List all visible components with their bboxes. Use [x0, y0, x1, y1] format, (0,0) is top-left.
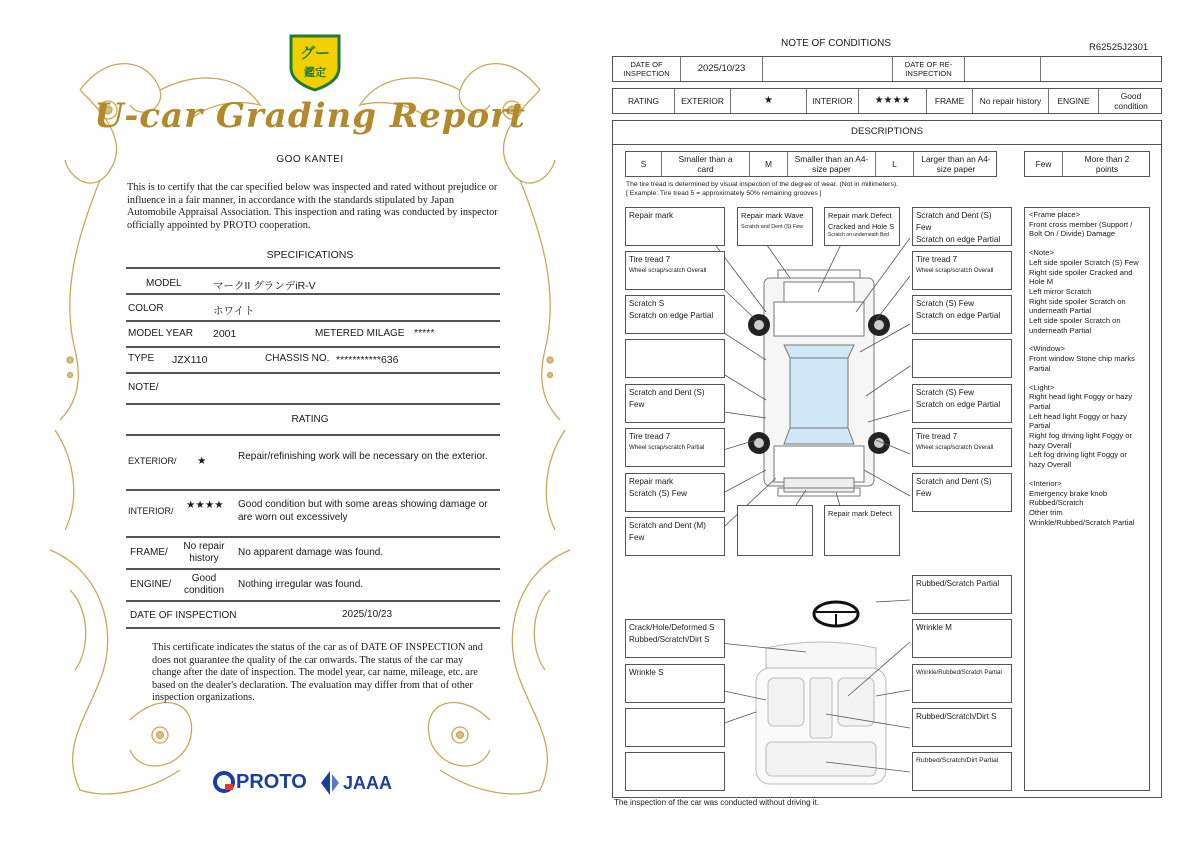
date-of-inspection-value: 2025/10/23: [342, 609, 393, 620]
engine-value: Good condition: [183, 573, 225, 596]
divider: [126, 489, 500, 491]
frame-label: FRAME/: [130, 547, 168, 558]
interior-box-left-2: [625, 619, 725, 658]
legend-l-key: L: [876, 152, 914, 176]
condition-subtext: Scratch on edge Partial: [916, 311, 1001, 320]
condition-text: Rubbed/Scratch/Dirt Partial: [916, 757, 999, 764]
date-of-reinspection-label: DATE OF RE-INSPECTION: [893, 57, 965, 81]
condition-subtext: Scratch on edge Partial: [916, 400, 1001, 409]
svg-text:グー: グー: [299, 44, 331, 62]
legend-s-key: S: [626, 152, 662, 176]
condition-subtext: Scratch on edge Partial: [629, 311, 714, 320]
interior-description: Good condition but with some areas showing damage or are worn out excessively: [238, 499, 488, 523]
condition-text: Scratch and Dent (S) Few: [916, 211, 992, 232]
engine-description: Nothing irregular was found.: [238, 579, 364, 590]
condition-box-left-4: [625, 339, 725, 378]
condition-box-left-8: [625, 517, 725, 556]
model-value: マークII グランデiR-V: [213, 280, 316, 292]
tire-note-line-1: The tire tread is determined by visual inspection of the degree of wear. (Not in millimeters).: [626, 181, 898, 188]
note-item: Left side spoiler Scratch on underneath Partial: [1029, 316, 1121, 335]
condition-text: Repair mark: [629, 477, 674, 486]
condition-subtext: Cracked and Hole S: [828, 222, 895, 231]
condition-subtext: Wheel scrap/scratch Overall: [916, 444, 994, 451]
date-of-inspection-label: DATE OF INSPECTION: [613, 57, 681, 81]
interior-rating: ★★★★: [859, 89, 927, 113]
condition-box-left-5: [625, 384, 725, 423]
condition-text: Tire tread 7: [916, 255, 958, 264]
frame-value: No repair history: [183, 541, 225, 564]
frame-place-heading: <Frame place>: [1029, 210, 1081, 219]
condition-text: Scratch and Dent (S) Few: [629, 388, 705, 409]
organization-name: GOO KANTEI: [276, 154, 344, 165]
date-of-inspection-label: DATE OF INSPECTION: [130, 610, 237, 621]
certificate-title: U-car Grading Report: [94, 96, 526, 136]
note-heading: <Note>: [1029, 248, 1054, 258]
sheet-footer-note: The inspection of the car was conducted without driving it.: [614, 798, 819, 807]
note-of-conditions-sheet: [606, 30, 1166, 820]
condition-text: Wrinkle M: [916, 623, 952, 632]
certificate-footnote: This certificate indicates the status of the car as of DATE OF INSPECTION and does not guarantee the quality of the car onwards. The status of the car may change after the date of inspection. The model year, car name, mileage, etc. are based on the dealer's declaration. The evaluation may differ from that of other inspection organizations.: [152, 642, 483, 703]
condition-text: Tire tread 7: [916, 432, 958, 441]
condition-box-center-4: [824, 505, 900, 556]
window-item: Front window Stone chip marks Partial: [1029, 354, 1135, 373]
exterior-stars: ★: [197, 455, 207, 467]
date-of-inspection-value: 2025/10/23: [681, 57, 763, 81]
condition-subtext: Wheel scrap/scratch Overall: [629, 267, 707, 274]
engine-label: ENGINE/: [130, 579, 172, 590]
condition-box-right-4: [912, 339, 1012, 378]
condition-subtext: Wheel scrap/scratch Partial: [629, 444, 705, 451]
jaaa-logo: [320, 770, 392, 796]
condition-text: Repair mark Defect: [828, 211, 892, 220]
type-label: TYPE: [128, 353, 155, 364]
condition-note: Scratch on underneath Bed: [828, 232, 889, 238]
condition-box-center-1: [737, 207, 813, 246]
divider: [126, 568, 500, 570]
note-item: Right side spoiler Scratch on underneath Partial: [1029, 296, 1126, 316]
goo-kantei-badge-icon: [286, 32, 344, 92]
tire-note-line-2: [ Example: Tire tread 5 = approximately 50% remaining grooves ]: [626, 190, 822, 197]
condition-text: Scratch and Dent (M) Few: [629, 521, 706, 542]
condition-box-right-3: [912, 295, 1012, 334]
legend-few-text: More than 2 points: [1084, 154, 1130, 174]
legend-few-key: Few: [1025, 152, 1063, 176]
condition-box-right-5: [912, 384, 1012, 423]
exterior-description: Repair/refinishing work will be necessary on the exterior.: [238, 451, 488, 462]
divider: [126, 293, 500, 295]
divider: [126, 600, 500, 602]
frame-description: No apparent damage was found.: [238, 547, 384, 558]
svg-text:鑑定: 鑑定: [304, 66, 326, 79]
condition-box-right-2: [912, 251, 1012, 290]
descriptions-heading: DESCRIPTIONS: [851, 126, 923, 137]
jaaa-logo-text: JAAA: [343, 772, 393, 793]
condition-text: Scratch (S) Few: [916, 388, 975, 397]
frame-place-item: Front cross member (Support / Bolt On / Divide) Damage: [1029, 219, 1133, 239]
exterior-rating: ★: [731, 89, 807, 113]
light-item: Right fog driving light Foggy or hazy Overall: [1029, 431, 1132, 450]
proto-logo-text: PROTO: [236, 770, 307, 793]
type-value: JZX110: [172, 354, 208, 366]
chassis-value: ***********636: [336, 354, 399, 366]
specifications-heading: SPECIFICATIONS: [266, 249, 354, 261]
exterior-label: EXTERIOR: [675, 89, 731, 113]
note-item: Left mirror Scratch: [1029, 286, 1092, 296]
condition-box-center-3: [737, 505, 813, 556]
condition-text: Tire tread 7: [629, 255, 671, 264]
interior-box-right-5: [912, 752, 1012, 791]
legend-s-text: Smaller than a card: [662, 152, 750, 176]
legend-m-key: M: [750, 152, 788, 176]
condition-subtext: Rubbed/Scratch/Dirt S: [629, 635, 710, 644]
divider: [126, 267, 500, 269]
exterior-label: EXTERIOR/: [128, 456, 177, 466]
light-item: Left fog driving light Foggy or hazy Overall: [1029, 450, 1127, 470]
divider: [126, 372, 500, 374]
engine-value: Good condition: [1114, 91, 1148, 111]
divider: [126, 434, 500, 436]
certification-statement: This is to certify that the car specified below was inspected and rated without prejudice or influence in a fair manner, in accordance with the standards stipulated by Japan Automobile Appraisal Association. This inspection and rating was conducted by inspector officially appointed by PROTO cooperation.: [127, 182, 498, 231]
model-label: MODEL: [146, 278, 182, 289]
interior-box-right-1: [912, 575, 1012, 614]
condition-subtext: Scratch (S) Few: [629, 489, 688, 498]
interior-box-right-4: [912, 708, 1012, 747]
interior-item: Emergency brake knob Rubbed/Scratch: [1029, 488, 1108, 508]
window-heading: <Window>: [1029, 344, 1065, 354]
notes-column: [1024, 207, 1150, 791]
metered-mileage-value: *****: [414, 327, 435, 339]
light-item: Left head light Foggy or hazy Partial: [1029, 411, 1127, 431]
condition-box-right-7: [912, 473, 1012, 512]
rating-label: RATING: [613, 89, 675, 113]
rating-heading: RATING: [291, 414, 329, 425]
divider: [126, 320, 500, 322]
condition-text: Rubbed/Scratch Partial: [916, 579, 1000, 588]
condition-box-center-2: [824, 207, 900, 246]
condition-text: Tire tread 7: [629, 432, 671, 441]
light-item: Right head light Foggy or hazy Partial: [1029, 392, 1132, 411]
condition-box-left-2: [625, 251, 725, 290]
condition-text: Repair mark Wave: [741, 211, 804, 220]
interior-box-left-4: [625, 708, 725, 747]
interior-heading: <Interior>: [1029, 478, 1062, 488]
interior-label: INTERIOR/: [128, 506, 174, 516]
chassis-label: CHASSIS NO.: [265, 353, 330, 364]
condition-box-right-1: [912, 207, 1012, 246]
condition-box-left-1: [625, 207, 725, 246]
condition-box-right-6: [912, 428, 1012, 467]
condition-text: Repair mark Defect: [828, 509, 892, 518]
legend-m-text: Smaller than an A4-size paper: [788, 152, 876, 176]
color-label: COLOR: [128, 303, 164, 314]
proto-logo: [212, 770, 307, 794]
jaaa-logo-icon: [320, 770, 340, 796]
interior-box-left-5: [625, 752, 725, 791]
interior-box-left-3: [625, 664, 725, 703]
proto-logo-icon: [212, 770, 236, 794]
condition-subtext: Scratch on edge Partial: [916, 235, 1001, 244]
condition-text: Scratch S: [629, 299, 665, 308]
color-value: ホワイト: [213, 305, 255, 317]
condition-box-left-7: [625, 473, 725, 512]
condition-text: Scratch (S) Few: [916, 299, 975, 308]
condition-text: Rubbed/Scratch/Dirt S: [916, 712, 997, 721]
interior-box-right-3: [912, 664, 1012, 703]
note-label: NOTE/: [128, 382, 159, 393]
condition-text: Scratch and Dent (S) Few: [916, 477, 992, 498]
interior-item: Other trim Wrinkle/Rubbed/Scratch Partial: [1029, 507, 1135, 527]
note-item: Right side spoiler Cracked and Hole M: [1029, 267, 1133, 287]
condition-text: Wrinkle/Rubbed/Scratch Partial: [916, 669, 1002, 676]
divider: [126, 536, 500, 538]
frame-value: No repair history: [973, 89, 1049, 113]
sheet-title: NOTE OF CONDITIONS: [781, 38, 891, 49]
note-item: Left side spoiler Scratch (S) Few: [1029, 257, 1139, 267]
interior-box-right-2: [912, 619, 1012, 658]
grading-certificate: [40, 30, 580, 810]
engine-label: ENGINE: [1049, 89, 1099, 113]
condition-box-left-3: [625, 295, 725, 334]
frame-label: FRAME: [927, 89, 973, 113]
condition-text: Wrinkle S: [629, 668, 664, 677]
condition-subtext: Scratch and Dent (S) Few: [741, 224, 804, 230]
condition-text: Repair mark: [629, 211, 674, 220]
divider: [126, 403, 500, 405]
condition-subtext: Wheel scrap/scratch Overall: [916, 267, 994, 274]
divider: [126, 346, 500, 348]
metered-mileage-label: METERED MILAGE: [315, 328, 405, 339]
model-year-label: MODEL YEAR: [128, 328, 194, 339]
condition-box-left-6: [625, 428, 725, 467]
model-year-value: 2001: [213, 328, 237, 340]
divider: [126, 627, 500, 629]
interior-label: INTERIOR: [807, 89, 859, 113]
condition-text: Crack/Hole/Deformed S: [629, 623, 715, 632]
interior-stars: ★★★★: [186, 499, 224, 511]
light-heading: <Light>: [1029, 382, 1055, 392]
report-id: R62525J2301: [1089, 42, 1149, 53]
legend-l-text: Larger than an A4-size paper: [921, 154, 991, 174]
